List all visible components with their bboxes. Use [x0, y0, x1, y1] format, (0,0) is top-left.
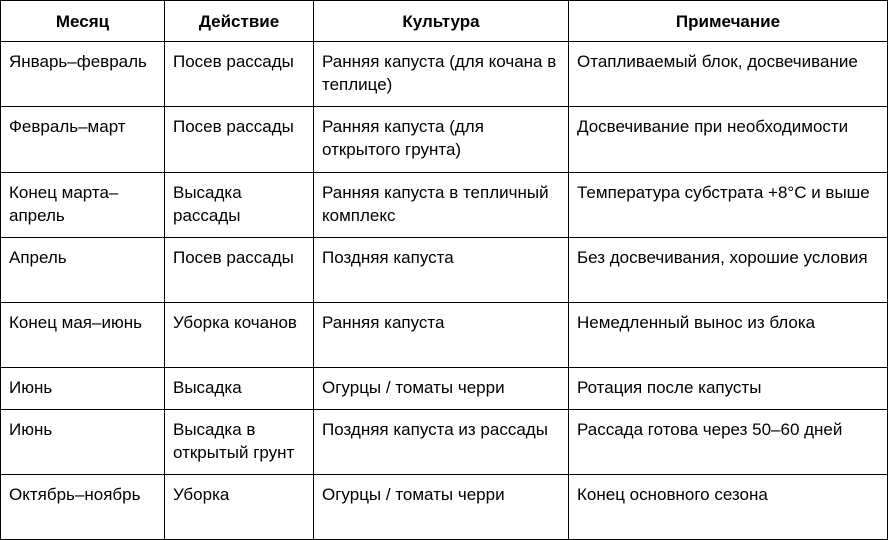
cell-crop: Ранняя капуста [314, 303, 569, 368]
cell-crop: Поздняя капуста из рассады [314, 410, 569, 475]
table-row [1, 238, 888, 303]
cell-month: Январь–февраль [1, 42, 165, 107]
table-row [1, 42, 888, 107]
table-row [1, 303, 888, 368]
cell-action: Уборка [165, 475, 314, 540]
cell-note: Отапливаемый блок, досвечивание [569, 42, 888, 107]
cell-crop: Ранняя капуста в тепличный комплекс [314, 173, 569, 238]
column-header-crop: Культура [314, 1, 569, 42]
table-row [1, 107, 888, 173]
cell-note: Конец основного сезона [569, 475, 888, 540]
cell-action: Посев рассады [165, 238, 314, 303]
cell-note: Температура субстрата +8°C и выше [569, 173, 888, 238]
cell-month: Октябрь–ноябрь [1, 475, 165, 540]
cell-note: Немедленный вынос из блока [569, 303, 888, 368]
column-header-action: Действие [165, 1, 314, 42]
cell-note: Досвечивание при необходимости [569, 107, 888, 173]
cell-note: Ротация после капусты [569, 368, 888, 410]
cell-month: Февраль–март [1, 107, 165, 173]
cell-crop: Ранняя капуста (для открытого грунта) [314, 107, 569, 173]
cell-crop: Огурцы / томаты черри [314, 368, 569, 410]
cell-month: Конец марта–апрель [1, 173, 165, 238]
cell-crop: Ранняя капуста (для кочана в теплице) [314, 42, 569, 107]
table-header-row [1, 1, 888, 42]
cell-note: Рассада готова через 50–60 дней [569, 410, 888, 475]
cell-action: Посев рассады [165, 42, 314, 107]
cell-month: Конец мая–июнь [1, 303, 165, 368]
cell-month: Июнь [1, 368, 165, 410]
cell-action: Высадка в открытый грунт [165, 410, 314, 475]
cell-action: Высадка [165, 368, 314, 410]
cell-crop: Огурцы / томаты черри [314, 475, 569, 540]
table-row [1, 410, 888, 475]
cell-note: Без досвечивания, хорошие условия [569, 238, 888, 303]
table-row [1, 475, 888, 540]
cell-month: Апрель [1, 238, 165, 303]
cell-crop: Поздняя капуста [314, 238, 569, 303]
cell-action: Посев рассады [165, 107, 314, 173]
column-header-note: Примечание [569, 1, 888, 42]
cell-action: Высадка рассады [165, 173, 314, 238]
table-row [1, 368, 888, 410]
cell-action: Уборка кочанов [165, 303, 314, 368]
column-header-month: Месяц [1, 1, 165, 42]
cell-month: Июнь [1, 410, 165, 475]
table-row [1, 173, 888, 238]
